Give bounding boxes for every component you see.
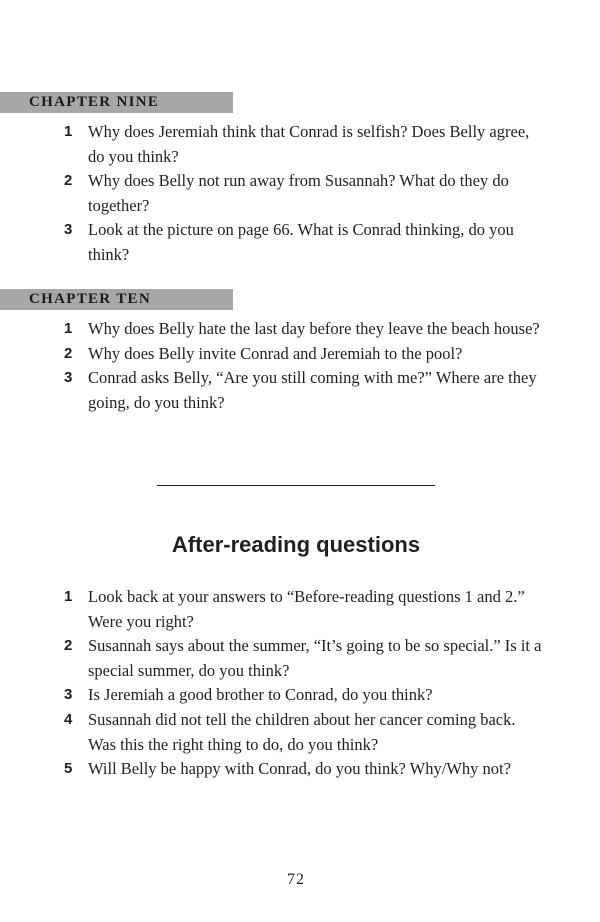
chapter-ten-heading: CHAPTER TEN xyxy=(29,291,151,307)
question-item xyxy=(64,366,544,415)
question-item xyxy=(64,585,544,634)
question-item xyxy=(64,708,544,757)
chapter-nine-heading-bar xyxy=(0,92,233,113)
question-text: Conrad asks Belly, “Are you still coming with me?” Where are they going, do you think? xyxy=(88,368,537,412)
question-number: 1 xyxy=(64,588,73,605)
page-number: 72 xyxy=(287,871,305,888)
after-reading-questions xyxy=(64,585,544,782)
question-item xyxy=(64,218,544,267)
question-text: Why does Belly invite Conrad and Jeremiah to the pool? xyxy=(88,343,463,363)
question-number: 2 xyxy=(64,344,73,362)
question-text: Will Belly be happy with Conrad, do you think? Why/Why not? xyxy=(88,759,511,779)
question-number: 1 xyxy=(64,320,73,337)
chapter-nine-questions xyxy=(64,120,544,268)
question-item xyxy=(64,683,544,708)
question-text: Look back at your answers to “Before-reading questions 1 and 2.” Were you right? xyxy=(88,587,525,631)
question-item xyxy=(64,169,544,218)
after-reading-title: After-reading questions xyxy=(171,532,421,557)
question-item xyxy=(64,317,544,342)
question-item xyxy=(64,120,544,169)
question-number: 1 xyxy=(64,123,73,140)
question-item xyxy=(64,342,544,367)
question-number: 3 xyxy=(64,369,73,387)
question-number: 5 xyxy=(64,760,73,778)
question-number: 3 xyxy=(64,221,73,239)
question-number: 2 xyxy=(64,172,73,190)
question-number: 2 xyxy=(64,637,73,655)
question-text: Look at the picture on page 66. What is Conrad thinking, do you think? xyxy=(88,220,514,264)
question-text: Susannah says about the summer, “It’s going to be so special.” Is it a special summer, do you think? xyxy=(88,636,542,680)
chapter-ten-heading-bar xyxy=(0,289,233,310)
question-item xyxy=(64,757,544,782)
question-text: Susannah did not tell the children about her cancer coming back. Was this the right thing to do, do you think? xyxy=(88,709,516,754)
question-number: 3 xyxy=(64,686,73,704)
question-text: Is Jeremiah a good brother to Conrad, do you think? xyxy=(88,685,433,705)
question-text: Why does Belly not run away from Susannah? What do they do together? xyxy=(88,171,509,215)
question-number: 4 xyxy=(64,710,73,728)
question-item xyxy=(64,634,544,683)
chapter-ten-questions xyxy=(64,317,544,415)
section-divider xyxy=(157,485,435,486)
chapter-nine-heading: CHAPTER NINE xyxy=(29,94,160,110)
question-text: Why does Jeremiah think that Conrad is selfish? Does Belly agree, do you think? xyxy=(88,122,530,166)
question-text: Why does Belly hate the last day before they leave the beach house? xyxy=(88,319,540,338)
